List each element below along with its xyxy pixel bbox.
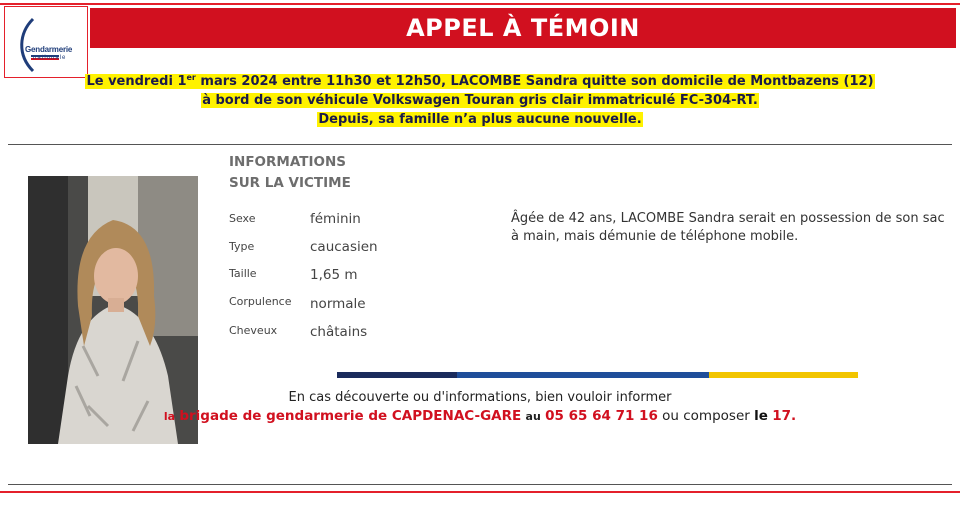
page-title: APPEL À TÉMOIN <box>406 14 640 42</box>
contact-dot: . <box>791 408 797 424</box>
bottom-red-rule <box>0 491 960 493</box>
intro-line-1-highlight <box>85 74 874 89</box>
contact-intro: En cas découverte ou d'informations, bien vouloir informer <box>288 390 672 405</box>
hair-value: châtains <box>310 324 368 340</box>
intro-line-3 <box>0 110 960 129</box>
intro-line-3-text: Depuis, sa famille n’a plus aucune nouvelle. <box>318 112 642 127</box>
victim-description: Âgée de 42 ans, LACOMBE Sandra serait en possession de son sac à main, mais démunie de téléphone mobile. <box>511 211 945 244</box>
intro-line-2-text: à bord de son véhicule Volkswagen Touran gris clair immatriculé FC-304-RT. <box>202 93 758 108</box>
intro-line-1 <box>0 68 960 91</box>
intro-line-2 <box>0 91 960 110</box>
victim-info-title-line-2: SUR LA VICTIME <box>229 175 351 191</box>
intro-line-1-sup: er <box>186 73 196 82</box>
victim-info-title-line-1: INFORMATIONS <box>229 154 346 170</box>
type-value: caucasien <box>310 239 378 255</box>
tricolor-bar <box>337 372 858 378</box>
contact-line <box>0 408 960 424</box>
flag-segment-yellow <box>709 372 858 378</box>
height-value: 1,65 m <box>310 267 358 283</box>
victim-info-title <box>229 152 351 194</box>
title-banner <box>90 8 956 48</box>
contact-ou: ou composer <box>662 408 750 424</box>
emergency-number[interactable]: 17 <box>772 408 791 424</box>
hair-label: Cheveux <box>229 324 278 337</box>
sex-value: féminin <box>310 211 361 227</box>
flag-segment-blue <box>457 372 709 378</box>
intro-paragraph <box>0 68 960 129</box>
brigade-name: brigade de gendarmerie de CAPDENAC-GARE <box>179 408 522 424</box>
top-red-rule <box>0 3 960 5</box>
contact-le: le <box>754 408 768 424</box>
intro-line-1-start: Le vendredi 1 <box>86 74 187 89</box>
flag-segment-dark <box>337 372 457 378</box>
footer-divider <box>8 484 952 485</box>
type-label: Type <box>229 240 255 253</box>
section-divider <box>8 144 952 145</box>
build-label: Corpulence <box>229 295 292 308</box>
contact-la: la <box>163 410 176 423</box>
phone-number[interactable]: 05 65 64 71 16 <box>545 408 658 424</box>
logo-text-sub: nationale <box>33 55 67 61</box>
sex-label: Sexe <box>229 212 256 225</box>
intro-line-1-end: mars 2024 entre 11h30 et 12h50, LACOMBE Sandra quitte son domicile de Montbazens (12) <box>195 74 874 89</box>
contact-au: au <box>525 410 541 423</box>
build-value: normale <box>310 296 366 312</box>
height-label: Taille <box>229 267 257 280</box>
logo-text-main: Gendarmerie <box>25 45 73 54</box>
